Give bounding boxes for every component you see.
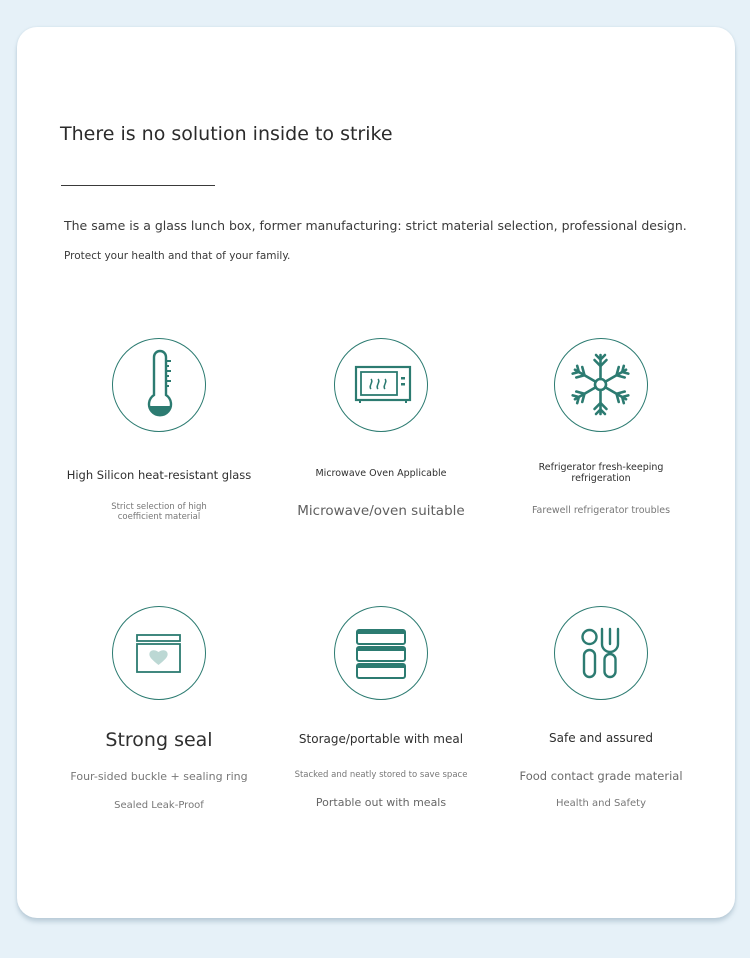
- feature-description: Farewell refrigerator troubles: [531, 505, 671, 516]
- feature-title: Safe and assured: [549, 731, 653, 745]
- spoon-fork-icon: [554, 606, 648, 700]
- feature-description: Stacked and neatly stored to save space: [294, 770, 468, 780]
- sealed-box-icon: [112, 606, 206, 700]
- thermometer-icon: [112, 338, 206, 432]
- intro-line-1: The same is a glass lunch box, former manufacturing: strict material selection, professional design.: [64, 218, 687, 233]
- intro-line-2: Protect your health and that of your family.: [64, 250, 291, 262]
- feature-title: Strong seal: [105, 729, 213, 751]
- feature-description: Microwave/oven suitable: [297, 503, 465, 519]
- feature-description-extra: Sealed Leak-Proof: [114, 800, 204, 811]
- feature-grid: [17, 27, 735, 918]
- feature-description-extra: Health and Safety: [556, 798, 646, 809]
- content-card: [17, 27, 735, 918]
- feature-title: Storage/portable with meal: [298, 732, 464, 746]
- page-heading: There is no solution inside to strike: [60, 123, 393, 145]
- feature-description: Four-sided buckle + sealing ring: [70, 770, 248, 783]
- feature-title: Refrigerator fresh-keeping refrigeration: [538, 462, 664, 484]
- snowflake-icon: [554, 338, 648, 432]
- microwave-icon: [334, 338, 428, 432]
- feature-title: High Silicon heat-resistant glass: [66, 468, 252, 482]
- feature-title: Microwave Oven Applicable: [315, 468, 447, 479]
- feature-description-extra: Portable out with meals: [315, 796, 447, 809]
- stacked-containers-icon: [334, 606, 428, 700]
- feature-description: Food contact grade material: [519, 769, 683, 783]
- feature-description: Strict selection of high coefficient material: [111, 502, 207, 522]
